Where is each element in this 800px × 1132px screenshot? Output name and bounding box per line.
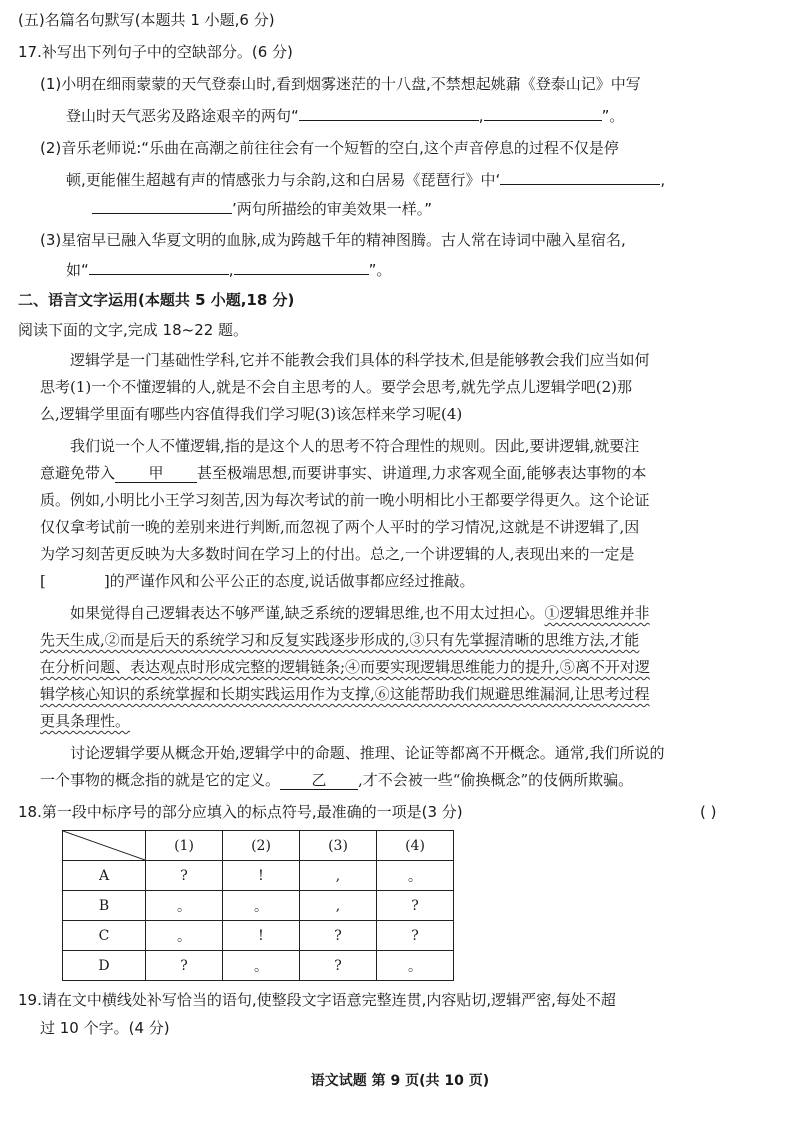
passage-p4-line1: 讨论逻辑学要从概念开始,逻辑学中的命题、推理、论证等都离不开概念。通常,我们所说的 [70, 744, 665, 762]
passage-text: 一个事物的概念指的就是它的定义。 [40, 771, 281, 789]
table-row[interactable] [63, 951, 454, 981]
option-label: D [63, 951, 146, 981]
passage-p1-line3: 么,逻辑学里面有哪些内容值得我们学习呢(3)该怎样来学习呢(4) [40, 405, 463, 423]
table-cell: 。 [223, 951, 300, 981]
q17-p3-line1: (3)星宿早已融入华夏文明的血脉,成为跨越千年的精神图腾。古人常在诗词中融入星宿名, [40, 231, 626, 249]
section2-title: 二、语言文字运用(本题共 5 小题,18 分) [18, 291, 295, 309]
table-cell: ? [300, 951, 377, 981]
passage-text: 的严谨作风和公平公正的态度,说话做事都应经过推敲。 [109, 572, 475, 590]
table-cell: ! [223, 921, 300, 951]
column-header: (4) [377, 831, 454, 861]
q17-p2-line3 [92, 197, 432, 221]
answer-blank[interactable] [89, 259, 229, 275]
table-cell: 。 [223, 891, 300, 921]
table-cell: ? [300, 921, 377, 951]
passage-p2-line6 [40, 569, 475, 593]
passage-p3-line1 [70, 601, 650, 625]
column-header: (1) [146, 831, 223, 861]
table-cell: ? [146, 951, 223, 981]
section5-title: (五)名篇名句默写(本题共 1 小题,6 分) [18, 11, 275, 29]
q17-p2-line1: (2)音乐老师说:“乐曲在高潮之前往往会有一个短暂的空白,这个声音停息的过程不仅是停 [40, 139, 619, 157]
passage-p1-line2: 思考(1)一个不懂逻辑的人,就是不会自主思考的人。要学会思考,就先学点儿逻辑学吧(2)那 [40, 378, 633, 396]
page-footer: 语文试题 第 9 页(共 10 页) [310, 1073, 490, 1089]
q17-p3-line2 [66, 258, 391, 282]
table-cell: ! [223, 861, 300, 891]
answer-blank[interactable] [500, 169, 660, 185]
q17-p1-text-b: , [478, 107, 484, 125]
passage-p2-line2 [40, 461, 646, 485]
table-cell: 。 [146, 891, 223, 921]
answer-blank[interactable] [299, 105, 479, 121]
q17-p2-text-a: 顿,更能催生超越有声的情感张力与余韵,这和白居易《琵琶行》中‘ [66, 171, 501, 189]
q17-title: 17.补写出下列句子中的空缺部分。(6 分) [18, 43, 293, 61]
passage-p3-line4: 辑学核心知识的系统掌握和长期实践运用作为支撑,⑥这能帮助我们规避思维漏洞,让思考过程 [40, 685, 650, 703]
table-cell: ? [377, 921, 454, 951]
table-cell: ? [146, 861, 223, 891]
passage-p3-line2: 先天生成,②而是后天的系统学习和反复实践逐步形成的,③只有先掌握清晰的思维方法,才能 [40, 631, 640, 649]
wavy-underlined-text: ①逻辑思维并非 [544, 604, 650, 622]
q17-p2-text-c: ’两句所描绘的审美效果一样。” [232, 200, 433, 218]
q17-p2-text-b: , [660, 171, 666, 189]
blank-jia[interactable]: 甲 [115, 464, 197, 483]
table-cell: , [300, 891, 377, 921]
q17-p1-text-c: ”。 [601, 107, 625, 125]
passage-p2-line3: 质。例如,小明比小王学习刻苦,因为每次考试的前一晚小明相比小王都要学得更久。这个论证 [40, 491, 650, 509]
option-label: C [63, 921, 146, 951]
passage-text: 意避免带入 [40, 464, 116, 482]
table-row[interactable] [63, 921, 454, 951]
q17-p3-text-b: , [228, 261, 234, 279]
blank-yi[interactable]: 乙 [280, 771, 358, 790]
q17-p1-line1: (1)小明在细雨蒙蒙的天气登泰山时,看到烟雾迷茫的十八盘,不禁想起姚鼐《登泰山记》中写 [40, 75, 641, 93]
table-row[interactable] [63, 861, 454, 891]
passage-p2-line4: 仅仅拿考试前一晚的差别来进行判断,而忽视了两个人平时的学习情况,这就是不讲逻辑了,因 [40, 518, 640, 536]
passage-text: 如果觉得自己逻辑表达不够严谨,缺乏系统的逻辑思维,也不用太过担心。 [70, 604, 545, 622]
q18-text: 18.第一段中标序号的部分应填入的标点符号,最准确的一项是(3 分) [18, 803, 463, 821]
bracket-open: [ [40, 572, 46, 590]
passage-p4-line2 [40, 768, 633, 792]
diagonal-header-cell [63, 831, 146, 861]
table-cell: ? [377, 891, 454, 921]
q17-p1-line2 [66, 104, 624, 128]
answer-blank[interactable] [92, 198, 232, 214]
answer-blank[interactable] [234, 259, 369, 275]
q17-p1-text-a: 登山时天气恶劣及路途艰辛的两句“ [66, 107, 299, 125]
option-label: B [63, 891, 146, 921]
table-cell: 。 [377, 951, 454, 981]
column-header: (3) [300, 831, 377, 861]
table-row[interactable] [63, 891, 454, 921]
q17-p3-text-c: ”。 [368, 261, 392, 279]
passage-p2-line1: 我们说一个人不懂逻辑,指的是这个人的思考不符合理性的规则。因此,要讲逻辑,就要注 [70, 437, 640, 455]
passage-text: ,才不会被一些“偷换概念”的伎俩所欺骗。 [358, 771, 634, 789]
q18-answer-paren[interactable]: ( ) [700, 803, 717, 821]
passage-p3-line3: 在分析问题、表达观点时形成完整的逻辑链条;④而要实现逻辑思维能力的提升,⑤离不开对逻 [40, 658, 650, 676]
answer-blank[interactable] [484, 105, 602, 121]
passage-text: 甚至极端思想,而要讲事实、讲道理,力求客观全面,能够表达事物的本 [197, 464, 647, 482]
q18-options-table [62, 830, 454, 981]
table-header-row [63, 831, 454, 861]
bracket-close: ] [103, 572, 110, 590]
column-header: (2) [223, 831, 300, 861]
q19-line2: 过 10 个字。(4 分) [40, 1019, 170, 1037]
passage-p2-line5: 为学习刻苦更反映为大多数时间在学习上的付出。总之,一个讲逻辑的人,表现出来的一定是 [40, 545, 635, 563]
passage-p3-line5: 更具条理性。 [40, 712, 131, 730]
diagonal-line-icon [63, 831, 145, 860]
read-instruction: 阅读下面的文字,完成 18~22 题。 [18, 321, 249, 339]
q17-p2-line2 [66, 168, 665, 192]
table-cell: 。 [377, 861, 454, 891]
q19-line1: 19.请在文中横线处补写恰当的语句,使整段文字语意完整连贯,内容贴切,逻辑严密,每处不超 [18, 991, 616, 1009]
table-cell: 。 [146, 921, 223, 951]
passage-p1-line1: 逻辑学是一门基础性学科,它并不能教会我们具体的科学技术,但是能够教会我们应当如何 [70, 351, 650, 369]
option-label: A [63, 861, 146, 891]
q17-p3-text-a: 如“ [66, 261, 89, 279]
table-cell: , [300, 861, 377, 891]
